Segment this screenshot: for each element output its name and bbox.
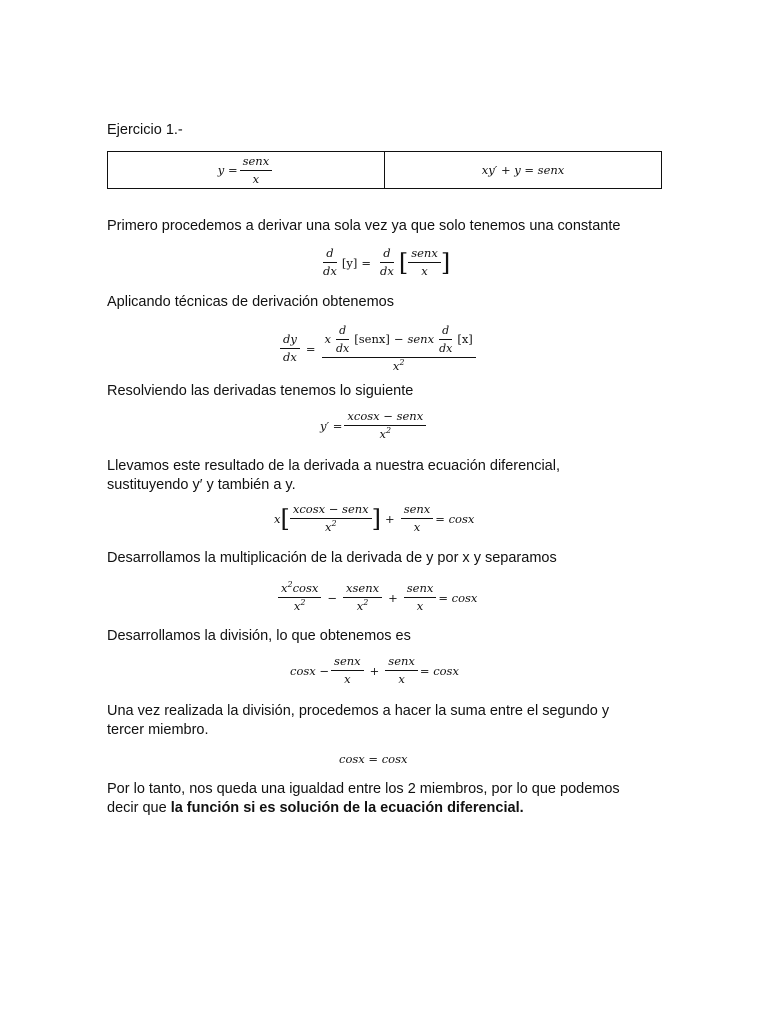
eq4-den2: x (413, 520, 421, 534)
eq5-num1b: cosx (292, 581, 319, 595)
equation-5 (276, 582, 477, 613)
eq1-equals: = (361, 255, 371, 270)
paragraph-8-line-1: Por lo tanto, nos queda una igualdad entre los 2 miembros, por lo que podemos (107, 781, 620, 797)
eq6-plus: + (369, 663, 380, 678)
eq3-lhs: y′ = (320, 418, 343, 433)
eq7-expr: cosx = cosx (339, 752, 408, 766)
paragraph-2: Aplicando técnicas de derivación obtenemos (107, 294, 394, 310)
eq5-plus: + (388, 590, 398, 605)
eq1-dx2: dx (379, 264, 394, 278)
eq6-num2: senx (385, 655, 418, 671)
table-cell-equation (384, 152, 661, 188)
equation-2 (278, 324, 478, 373)
eq6-den2: x (398, 672, 405, 686)
paragraph-4-line-1: Llevamos este resultado de la derivada a nuestra ecuación diferencial, (107, 458, 560, 474)
eq2-exp: 2 (399, 358, 405, 368)
eq4-x: x (274, 511, 281, 526)
eq2-minus: − (393, 332, 404, 346)
conclusion-bold: la función si es solución de la ecuación diferencial. (170, 800, 524, 816)
eq5-minus: − (327, 590, 337, 605)
equation-7 (339, 752, 407, 766)
equation-1: $\frac{d}{dx}$ [y] = $\frac{d}{dx}$ [ $\frac{\text{senx}}{x}$ ] (318, 247, 450, 278)
eq2-senx-br: [senx] (354, 332, 390, 346)
eq6-rhs: = cosx (419, 663, 459, 678)
table-cell-function (108, 152, 384, 188)
eq5-num3: senx (404, 582, 437, 598)
function-numerator: senx (240, 155, 273, 171)
eq1-d: d (323, 247, 336, 263)
eq2-equals: = (305, 341, 316, 356)
eq5-exp2: 2 (300, 598, 306, 608)
eq5-den2: x (356, 599, 364, 613)
eq2-dx: dx (283, 350, 297, 364)
eq4-exp: 2 (331, 519, 337, 529)
eq4-plus: + (385, 511, 395, 526)
eq5-num1: x (281, 581, 288, 595)
equation-4: x [ $\frac{\text{xcosx − senx}}{x^2}$ ] + $\frac{\text{senx}}{x}$ = cosx (274, 502, 475, 534)
eq1-d2: d (380, 247, 393, 263)
paragraph-8-prefix: decir que (107, 800, 171, 816)
eq3-den: x (379, 427, 386, 441)
differential-equation: xy′ + y = senx (481, 163, 565, 177)
eq6-num1: senx (331, 655, 364, 671)
eq2-den: x (392, 359, 400, 373)
eq2-dy: dy (280, 333, 300, 349)
function-fraction (240, 155, 273, 186)
eq5-num2: xsenx (343, 582, 382, 598)
eq2-dx3: dx (439, 342, 453, 355)
paragraph-7-line-2: tercer miembro. (107, 722, 209, 738)
eq1-den: x (421, 264, 428, 278)
eq1-y: [y] (341, 255, 358, 270)
eq3-num: xcosx − senx (344, 410, 426, 426)
exercise-title: Ejercicio 1.- (107, 122, 183, 138)
eq3-exp: 2 (386, 426, 392, 436)
eq4-rhs: = cosx (435, 511, 475, 526)
eq4-num2: senx (401, 503, 434, 519)
eq5-den1: x (293, 599, 301, 613)
paragraph-7-line-1: Una vez realizada la división, procedemos a hacer la suma entre el segundo y (107, 703, 610, 719)
paragraph-4-line-2: sustituyendo y′ y también a y. (107, 477, 296, 493)
eq2-x-br: [x] (457, 332, 473, 346)
eq2-x: x (324, 332, 331, 346)
eq1-num: senx (408, 247, 441, 263)
function-denominator: x (252, 171, 260, 186)
equation-6 (290, 655, 459, 686)
problem-table (107, 151, 662, 189)
equation-3 (320, 410, 428, 441)
eq6-den1: x (344, 672, 351, 686)
eq1-dx: dx (323, 264, 337, 278)
eq2-senx: senx (407, 332, 435, 346)
eq2-dx2: dx (336, 342, 350, 355)
eq5-den3: x (416, 599, 424, 613)
eq4-den: x (324, 520, 332, 534)
eq5-exp3: 2 (363, 598, 369, 608)
eq2-d2: d (439, 324, 452, 340)
eq2-main-fraction (322, 324, 476, 373)
paragraph-6: Desarrollamos la división, lo que obtenemos es (107, 628, 411, 644)
function-lhs: y = (217, 163, 238, 177)
paragraph-5: Desarrollamos la multiplicación de la derivada de y por x y separamos (107, 550, 557, 566)
paragraph-8-line-2 (107, 799, 524, 818)
eq2-d: d (336, 324, 349, 340)
paragraph-1: Primero procedemos a derivar una sola vez ya que solo tenemos una constante (107, 218, 621, 234)
eq4-num: xcosx − senx (290, 503, 372, 519)
eq5-rhs: = cosx (438, 590, 478, 605)
eq6-lhs: cosx − (290, 663, 330, 678)
paragraph-3: Resolviendo las derivadas tenemos lo siguiente (107, 383, 414, 399)
eq5-exp1: 2 (287, 580, 293, 590)
